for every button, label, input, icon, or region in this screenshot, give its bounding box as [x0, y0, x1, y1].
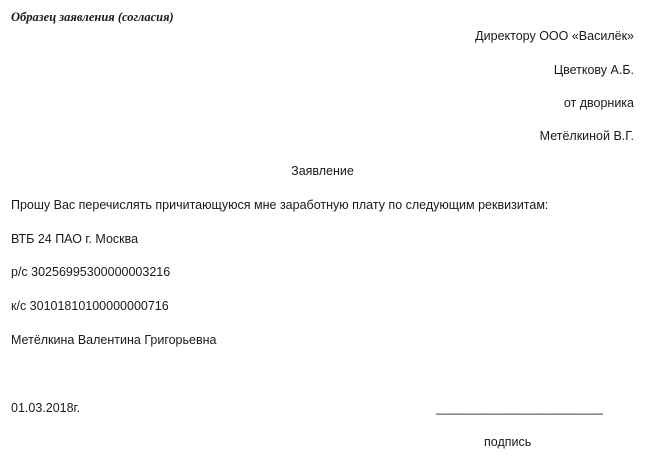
- sample-label: Образец заявления (согласия): [11, 10, 174, 24]
- sender-position: от дворника: [563, 96, 634, 110]
- signature-label: подпись: [484, 435, 532, 449]
- correspondent-account: к/с 30101810100000000716: [11, 299, 169, 313]
- sender-name: Метёлкиной В.Г.: [539, 129, 634, 143]
- signature-line: ________________________: [436, 401, 603, 415]
- addressee-name: Цветкову А.Б.: [553, 63, 634, 77]
- document-heading: Заявление: [291, 164, 354, 178]
- application-date: 01.03.2018г.: [11, 401, 81, 415]
- applicant-full-name: Метёлкина Валентина Григорьевна: [11, 333, 217, 347]
- addressee-to: Директору ООО «Василёк»: [475, 29, 634, 43]
- settlement-account: р/с 30256995300000003216: [11, 265, 171, 279]
- request-text: Прошу Вас перечислять причитающуюся мне заработную плату по следующим реквизитам:: [11, 198, 549, 212]
- bank-name: ВТБ 24 ПАО г. Москва: [11, 232, 139, 246]
